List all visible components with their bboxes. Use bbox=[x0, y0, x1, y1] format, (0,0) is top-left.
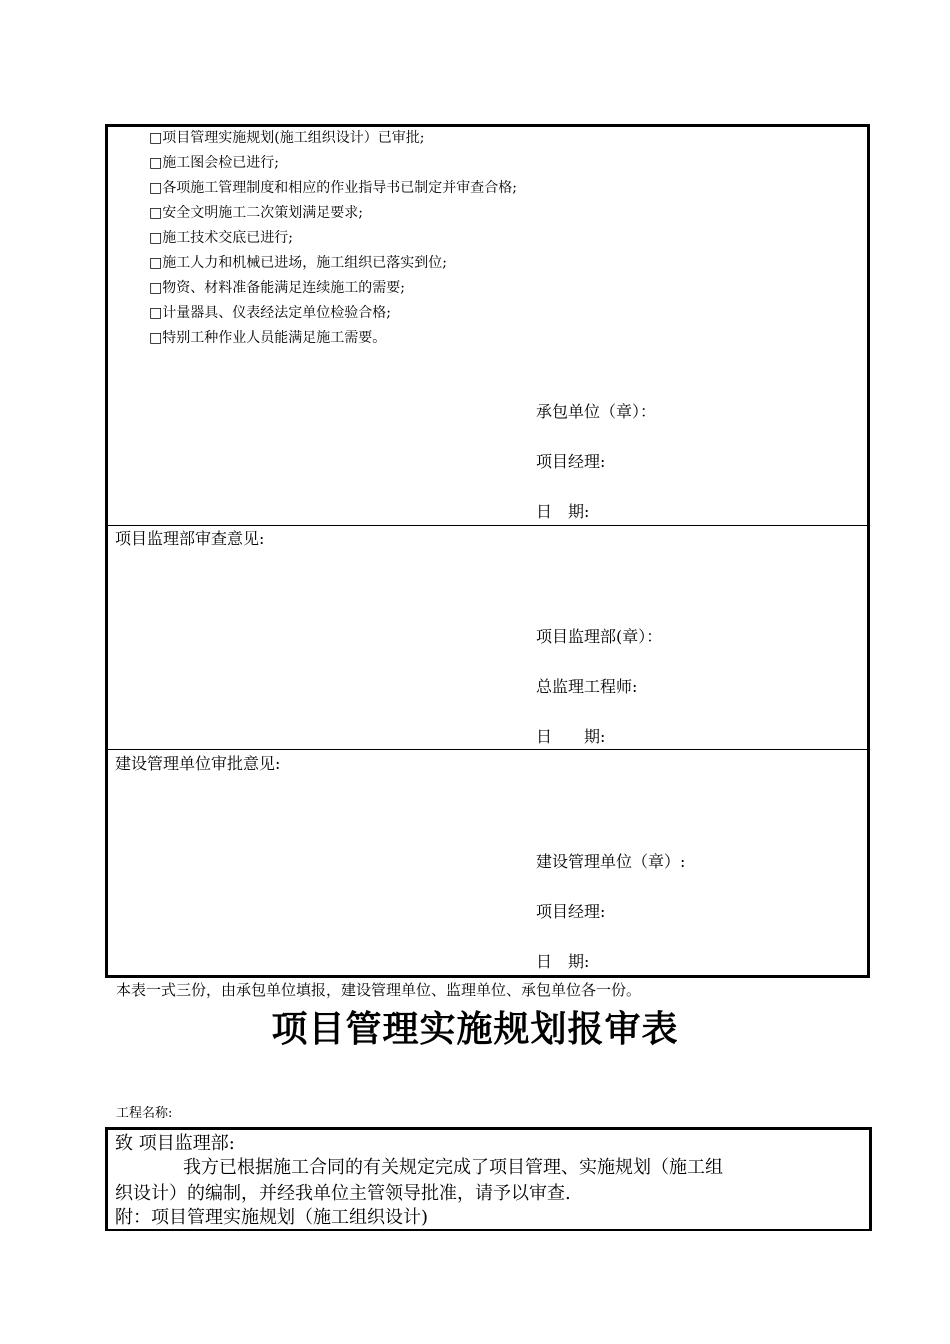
copies-footnote: 本表一式三份，由承包单位填报，建设管理单位、监理单位、承包单位各一份。 bbox=[116, 981, 642, 999]
page-title: 项目管理实施规划报审表 bbox=[271, 1008, 679, 1050]
construction-seal-label: 建设管理单位（章）: bbox=[536, 852, 686, 871]
checklist-item: □施工人力和机械已进场，施工组织已落实到位; bbox=[149, 255, 447, 271]
construction-approval-heading: 建设管理单位审批意见: bbox=[115, 754, 281, 773]
supervision-review-heading: 项目监理部审查意见: bbox=[115, 529, 265, 548]
checklist-item: □项目管理实施规划(施工组织设计）已审批; bbox=[149, 130, 425, 146]
table-bottom-border bbox=[105, 975, 870, 978]
checklist-item: □施工技术交底已进行; bbox=[149, 230, 293, 246]
project-name-label: 工程名称: bbox=[116, 1106, 173, 1121]
letter-body-line-1: 我方已根据施工合同的有关规定完成了项目管理、实施规划（施工组 bbox=[183, 1157, 723, 1178]
letter-attachment: 附：项目管理实施规划（施工组织设计) bbox=[115, 1207, 429, 1228]
supervision-seal-label: 项目监理部(章）： bbox=[536, 627, 663, 646]
letter-body-line-2: 织设计）的编制，并经我单位主管领导批准，请予以审查. bbox=[115, 1183, 571, 1204]
checklist-item: □物资、材料准备能满足连续施工的需要; bbox=[149, 280, 405, 296]
construction-date-label: 日 期: bbox=[536, 952, 590, 971]
checklist-item: □计量器具、仪表经法定单位检验合格; bbox=[149, 305, 391, 321]
letter-recipient: 致 项目监理部: bbox=[115, 1133, 235, 1154]
table-divider-2 bbox=[105, 749, 870, 750]
checklist-item: □各项施工管理制度和相应的作业指导书已制定并审查合格; bbox=[149, 180, 517, 196]
checklist-item: □安全文明施工二次策划满足要求; bbox=[149, 205, 363, 221]
checklist-item: □特别工种作业人员能满足施工需要。 bbox=[149, 330, 387, 346]
chief-engineer-label: 总监理工程师: bbox=[536, 677, 638, 696]
checklist-item: □施工图会检已进行; bbox=[149, 155, 279, 171]
contractor-manager-label: 项目经理: bbox=[536, 452, 606, 471]
table-top-border bbox=[105, 124, 870, 127]
construction-manager-label: 项目经理: bbox=[536, 902, 606, 921]
contractor-seal-label: 承包单位（章）： bbox=[536, 402, 657, 421]
review-table-frame bbox=[105, 124, 870, 976]
table-divider-1 bbox=[105, 525, 870, 526]
supervision-date-label: 日 期: bbox=[536, 727, 606, 746]
contractor-date-label: 日 期: bbox=[536, 502, 590, 521]
